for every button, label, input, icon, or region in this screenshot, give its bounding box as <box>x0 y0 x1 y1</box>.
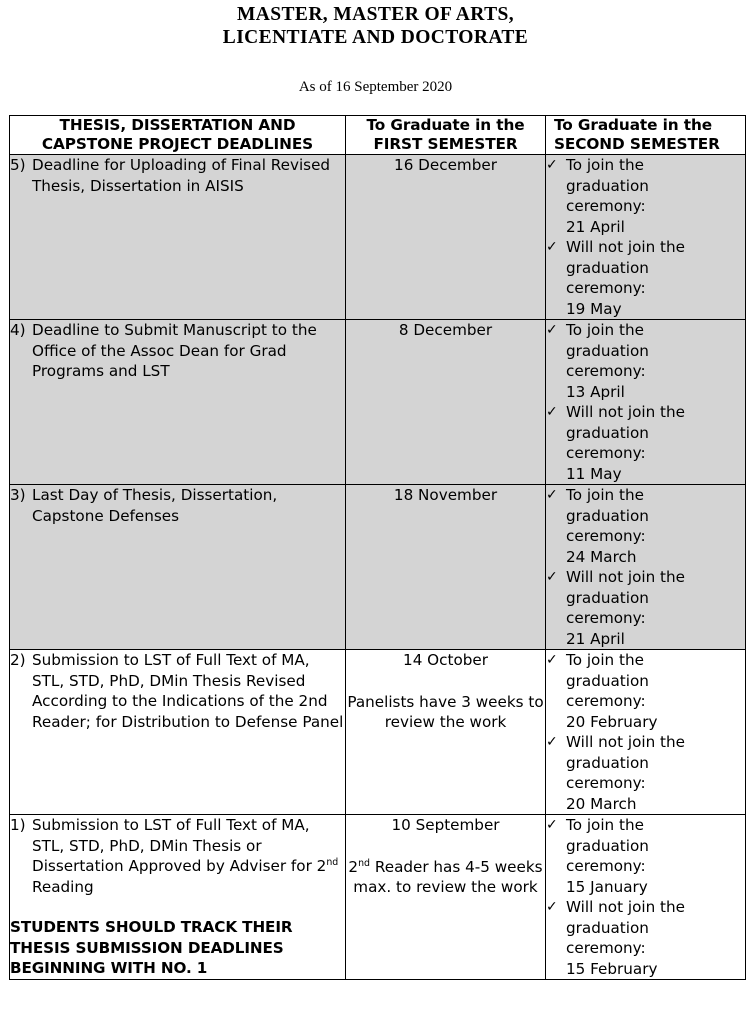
graduation-label-line: ceremony: <box>566 692 646 710</box>
document-title-line-2: LICENTIATE AND DOCTORATE <box>222 27 529 48</box>
graduation-option <box>546 567 745 649</box>
task-text: Deadline to Submit Manuscript to the Office of the Assoc Dean for Grad Programs and LST <box>32 321 317 380</box>
first-semester-date: 16 December <box>394 156 497 174</box>
graduation-label-line: graduation <box>566 753 649 772</box>
graduation-date: 20 February <box>566 712 658 731</box>
cell-second-semester <box>546 485 746 650</box>
graduation-option <box>546 650 745 732</box>
graduation-label-line: graduation <box>566 506 649 525</box>
check-icon: ✓ <box>546 569 558 585</box>
column-header-deadlines-line-2: CAPSTONE PROJECT DEADLINES <box>41 135 314 153</box>
cell-second-semester <box>546 650 746 815</box>
first-semester-date: 14 October <box>403 651 488 669</box>
task-text: Submission to LST of Full Text of MA, STL, STD, PhD, DMin Thesis or Dissertation Approved by Adviser for 2nd Reading <box>32 816 339 896</box>
graduation-label-line: To join the <box>566 651 644 669</box>
graduation-option-text <box>566 485 745 567</box>
task-text: Last Day of Thesis, Dissertation, Capstone Defenses <box>32 486 278 525</box>
first-semester-date: 10 September <box>391 816 500 834</box>
first-semester-note: 2nd Reader has 4-5 weeks max. to review the work <box>348 857 543 896</box>
first-semester-note: Panelists have 3 weeks to review the work <box>347 692 544 731</box>
graduation-label-line: Will not join the <box>566 898 685 916</box>
graduation-date: 24 March <box>566 547 637 566</box>
graduation-date: 13 April <box>566 382 625 401</box>
task-note: STUDENTS SHOULD TRACK THEIR THESIS SUBMISSION DEADLINES BEGINNING WITH NO. 1 <box>10 918 293 977</box>
graduation-date: 15 February <box>566 959 658 978</box>
graduation-option <box>546 320 745 402</box>
graduation-label-line: Will not join the <box>566 403 685 421</box>
cell-deadline-task <box>10 320 346 485</box>
graduation-date: 11 May <box>566 464 622 483</box>
deadlines-table-wrapper <box>9 115 745 980</box>
task-item <box>10 650 345 732</box>
cell-deadline-task <box>10 155 346 320</box>
table-row <box>10 815 746 980</box>
graduation-option-text <box>566 897 745 979</box>
deadlines-table <box>9 115 746 980</box>
cell-deadline-task <box>10 815 346 980</box>
graduation-label-line: graduation <box>566 836 649 855</box>
graduation-option <box>546 155 745 237</box>
table-row <box>10 155 746 320</box>
check-icon: ✓ <box>546 322 558 338</box>
title-block <box>0 0 751 96</box>
graduation-label-line: To join the <box>566 156 644 174</box>
graduation-option-text <box>566 732 745 814</box>
graduation-date: 21 April <box>566 629 625 648</box>
graduation-option-text <box>566 320 745 402</box>
check-icon: ✓ <box>546 404 558 420</box>
cell-deadline-task <box>10 485 346 650</box>
graduation-date: 15 January <box>566 877 648 896</box>
graduation-label-line: Will not join the <box>566 568 685 586</box>
check-icon: ✓ <box>546 652 558 668</box>
graduation-label-line: graduation <box>566 341 649 360</box>
column-header-second-semester <box>546 116 746 155</box>
graduation-label-line: ceremony: <box>566 279 646 297</box>
first-semester-date: 18 November <box>393 486 498 504</box>
graduation-label-line: ceremony: <box>566 362 646 380</box>
graduation-date: 21 April <box>566 217 625 236</box>
task-text: Deadline for Uploading of Final Revised Thesis, Dissertation in AISIS <box>32 156 331 195</box>
graduation-label-line: ceremony: <box>566 939 646 957</box>
table-body <box>10 155 746 980</box>
cell-first-semester <box>346 320 546 485</box>
column-header-second-semester-line-1: To Graduate in the <box>554 116 713 134</box>
graduation-label-line: ceremony: <box>566 197 646 215</box>
cell-second-semester <box>546 815 746 980</box>
check-icon: ✓ <box>546 157 558 173</box>
as-of-date: As of 16 September 2020 <box>298 79 453 95</box>
graduation-label-line: ceremony: <box>566 527 646 545</box>
graduation-label-line: To join the <box>566 486 644 504</box>
column-header-deadlines-line-1: THESIS, DISSERTATION AND <box>59 116 296 134</box>
task-number: 3) <box>10 486 26 504</box>
cell-first-semester <box>346 815 546 980</box>
task-item <box>10 320 345 382</box>
graduation-label-line: graduation <box>566 918 649 937</box>
graduation-label-line: ceremony: <box>566 444 646 462</box>
graduation-option-text <box>566 567 745 649</box>
task-item <box>10 155 345 196</box>
graduation-label-line: Will not join the <box>566 238 685 256</box>
graduation-option-text <box>566 155 745 237</box>
column-header-first-semester-line-1: To Graduate in the <box>366 116 525 134</box>
graduation-label-line: To join the <box>566 816 644 834</box>
check-icon: ✓ <box>546 239 558 255</box>
task-number: 1) <box>10 816 26 834</box>
graduation-option <box>546 402 745 484</box>
check-icon: ✓ <box>546 734 558 750</box>
graduation-date: 19 May <box>566 299 622 318</box>
table-header <box>10 116 746 155</box>
cell-deadline-task <box>10 650 346 815</box>
column-header-first-semester-line-2: FIRST SEMESTER <box>373 135 518 153</box>
column-header-deadlines <box>10 116 346 155</box>
task-item <box>10 815 345 897</box>
graduation-option <box>546 897 745 979</box>
header-row <box>10 116 746 155</box>
task-item <box>10 485 345 526</box>
task-number: 4) <box>10 321 26 339</box>
graduation-option <box>546 237 745 319</box>
graduation-label-line: graduation <box>566 423 649 442</box>
task-number: 2) <box>10 651 26 669</box>
table-row <box>10 485 746 650</box>
check-icon: ✓ <box>546 899 558 915</box>
graduation-label-line: Will not join the <box>566 733 685 751</box>
first-semester-date: 8 December <box>398 321 493 339</box>
table-row <box>10 320 746 485</box>
graduation-label-line: graduation <box>566 176 649 195</box>
graduation-label-line: ceremony: <box>566 609 646 627</box>
task-text: Submission to LST of Full Text of MA, STL, STD, PhD, DMin Thesis Revised According to the Indications of the 2nd Reader; for Distribution to Defense Panel <box>32 651 344 731</box>
cell-second-semester <box>546 320 746 485</box>
graduation-option-text <box>566 650 745 732</box>
graduation-label-line: graduation <box>566 258 649 277</box>
graduation-date: 20 March <box>566 794 637 813</box>
cell-first-semester <box>346 650 546 815</box>
check-icon: ✓ <box>546 817 558 833</box>
check-icon: ✓ <box>546 487 558 503</box>
table-row <box>10 650 746 815</box>
column-header-first-semester <box>346 116 546 155</box>
graduation-option <box>546 732 745 814</box>
graduation-option-text <box>566 402 745 484</box>
cell-second-semester <box>546 155 746 320</box>
cell-first-semester <box>346 485 546 650</box>
graduation-option-text <box>566 237 745 319</box>
graduation-option <box>546 815 745 897</box>
graduation-option-text <box>566 815 745 897</box>
graduation-label-line: graduation <box>566 671 649 690</box>
document-title-line-1: MASTER, MASTER OF ARTS, <box>236 4 515 25</box>
graduation-label-line: graduation <box>566 588 649 607</box>
graduation-label-line: ceremony: <box>566 857 646 875</box>
column-header-second-semester-line-2: SECOND SEMESTER <box>554 135 720 153</box>
graduation-label-line: To join the <box>566 321 644 339</box>
graduation-label-line: ceremony: <box>566 774 646 792</box>
graduation-option <box>546 485 745 567</box>
cell-first-semester <box>346 155 546 320</box>
task-number: 5) <box>10 156 26 174</box>
